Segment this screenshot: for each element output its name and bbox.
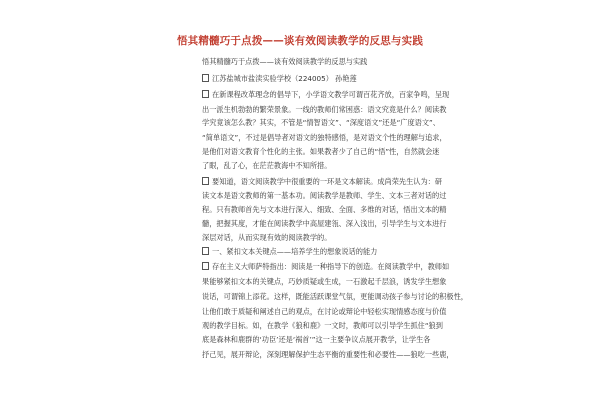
paragraph-line	[202, 177, 442, 187]
missing-glyph-icon	[202, 262, 209, 270]
paragraph-line: 髓，把握其度，才能在阅读教学中高屋建瓴、深入浅出，引导学生与文本进行	[202, 219, 447, 228]
paragraph-line: 观的教学目标。如，在教学《狼和鹿》一文时，教师可以引导学生抓住“狼到	[202, 321, 443, 330]
paragraph-line: 让他们敢于质疑和阐述自己的观点，在讨论或辩论中轻松实现情感态度与价值	[202, 307, 447, 316]
paragraph-line: 出一派生机勃勃的繁荣景象。一线的教师们常困惑：语文究竟是什么？阅读教	[202, 105, 447, 114]
section-heading	[202, 247, 377, 257]
paragraph-line: 读文本是语文教师的第一基本功。阅读教学是教师、学生、文本三者对话的过	[202, 191, 447, 200]
missing-glyph-icon	[202, 90, 209, 98]
paragraph-line: “简单语文”，不过是倡导者对语文的独特感悟，是对语文个性的理解与追求，	[202, 133, 447, 142]
paragraph-line: 底是森林和鹿群的‘功臣’还是‘祸首’”这一主要争议点展开教学，让学生各	[202, 335, 431, 344]
paragraph-line: 深层对话，从而实现有效的阅读教学的。	[202, 233, 332, 242]
missing-glyph-icon	[202, 74, 209, 82]
document-title: 悟其精髓巧于点拨——谈有效阅读教学的反思与实践	[176, 35, 424, 47]
paragraph-line: 学究竟该怎么教？其实，不管是“情智语文”、“深度语文”还是“广度语文”、	[202, 118, 440, 127]
paragraph-line	[202, 90, 449, 100]
paragraph-line: 说话，可谓锦上添花。这样，既能活跃课堂气氛，更能调动孩子参与讨论的积极性，	[202, 292, 468, 301]
missing-glyph-icon	[202, 177, 209, 185]
paragraph-text: 存在主义大师萨特指出：阅读是一种指导下的创造。在阅读教学中，教师如	[212, 262, 450, 271]
paragraph-line: 了眼，乱了心，在茫茫教海中不知所措。	[202, 161, 332, 170]
paragraph-line: 果能够紧扣文本的关键点，巧妙质疑或生成，一石激起千层浪，诱发学生想象	[202, 277, 447, 286]
author-text: 江苏盐城市盐渎实验学校（224005） 孙艳莲	[212, 74, 357, 83]
author-line	[202, 74, 357, 84]
document-subtitle: 悟其精髓巧于点拨——谈有效阅读教学的反思与实践	[202, 57, 368, 66]
paragraph-line: 程。只有教师首先与文本进行深入、细致、全面、多维的对话，悟出文本的精	[202, 205, 447, 214]
paragraph-text: 要知道，语文阅读教学中很重要的一环是文本解读。成尚荣先生认为：研	[212, 177, 443, 186]
paragraph-line: 是他们对语文教育个性化的主张。如果教者少了自己的“悟”性，自然就会迷	[202, 147, 440, 156]
missing-glyph-icon	[202, 247, 209, 255]
paragraph-line	[202, 262, 449, 272]
paragraph-line: 抒己见，展开辩论，深刻理解保护生态平衡的重要性和必要性——狼吃一些鹿，	[202, 350, 454, 359]
paragraph-text: 在新课程改革理念的倡导下，小学语文教学可谓百花齐放，百家争鸣，呈现	[212, 90, 450, 99]
section-heading-text: 一、紧扣文本关键点——培养学生的想象说话的能力	[212, 247, 378, 256]
